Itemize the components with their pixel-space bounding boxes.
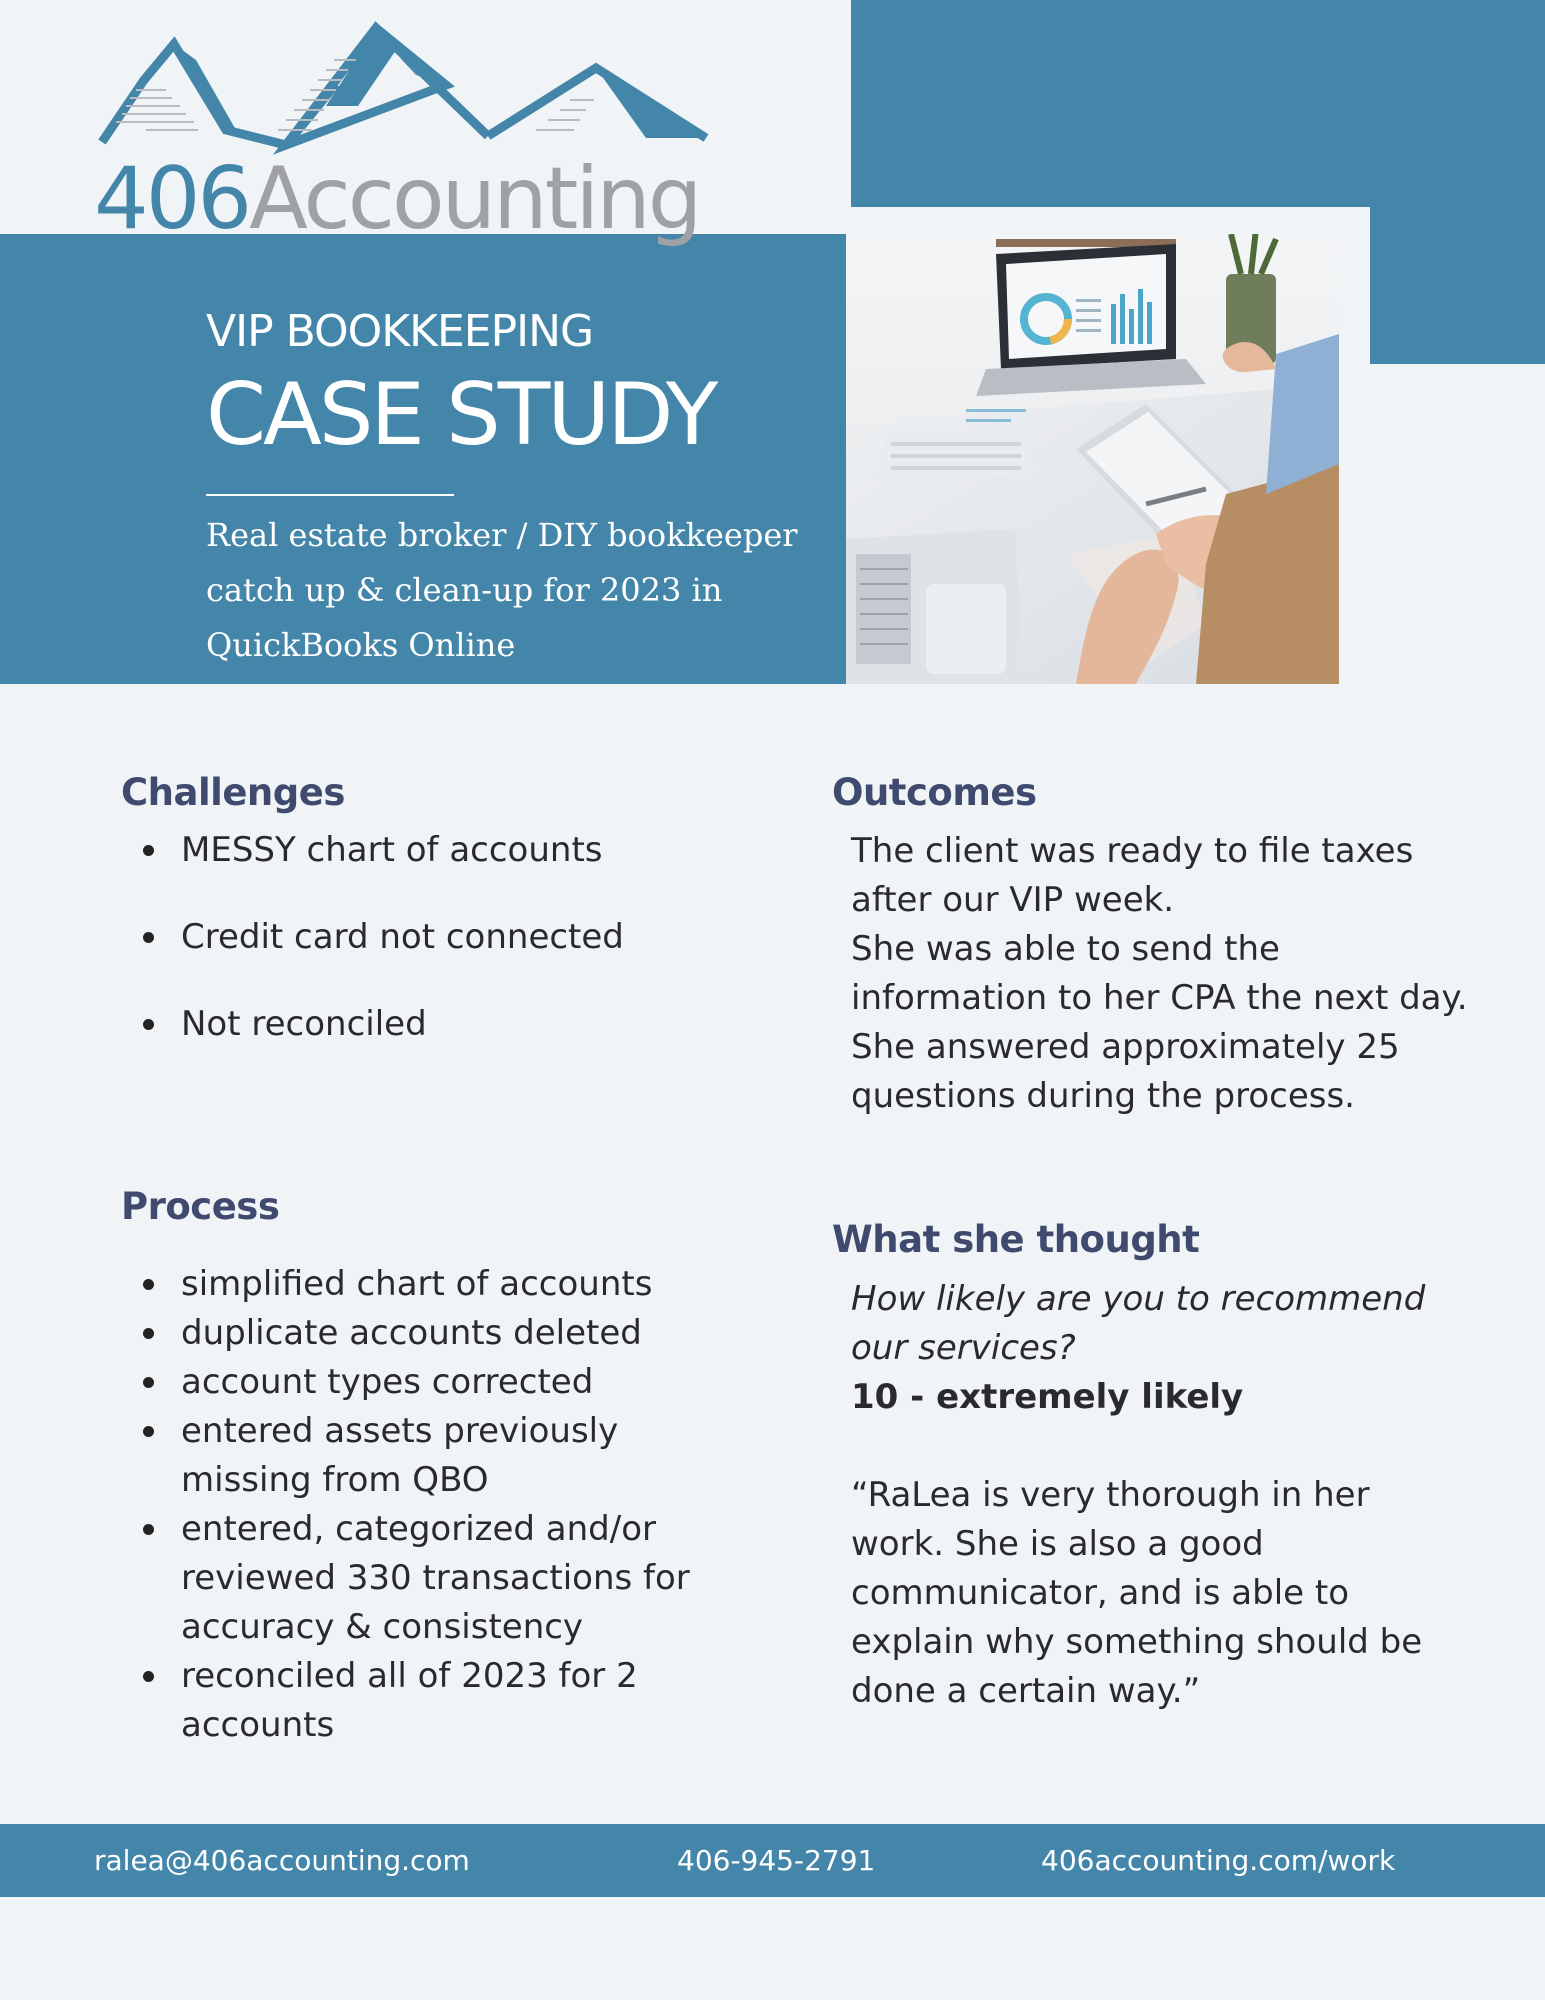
list-item: duplicate accounts deleted [121, 1309, 721, 1358]
list-item: entered assets previously missing from QBO [121, 1407, 721, 1505]
list-item: Credit card not connected [121, 913, 701, 962]
testimonial-heading: What she thought [832, 1218, 1200, 1261]
list-item: reconciled all of 2023 for 2 accounts [121, 1652, 721, 1750]
contact-footer [0, 1824, 1545, 1897]
challenges-heading: Challenges [121, 771, 345, 814]
testimonial-quote: “RaLea is very thorough in her work. She is also a good communicator, and is able to explain why something should be done a certain way.” [851, 1475, 1423, 1711]
title-divider [206, 494, 454, 496]
list-item: entered, categorized and/or reviewed 330 transactions for accuracy & consistency [121, 1505, 721, 1652]
footer-website-link[interactable]: 406accounting.com/work [1041, 1844, 1396, 1877]
outcome-line: The client was ready to file taxes after our VIP week. [851, 831, 1414, 920]
outcomes-heading: Outcomes [832, 771, 1037, 814]
hero-text [206, 306, 806, 673]
list-item: simplified chart of accounts [121, 1260, 721, 1309]
mountains-icon [86, 20, 746, 170]
process-heading: Process [121, 1185, 280, 1228]
page-title: CASE STUDY [206, 365, 716, 465]
footer-email-link[interactable]: ralea@406accounting.com [94, 1844, 470, 1877]
hero-subtitle: Real estate broker / DIY bookkeeper catch up & clean-up for 2023 in QuickBooks Online [206, 516, 798, 664]
corner-accent-block-lower [1370, 207, 1545, 364]
hero-kicker: VIP BOOKKEEPING [206, 306, 594, 357]
logo-number: 406 [94, 149, 250, 249]
survey-question: How likely are you to recommend our services? [851, 1279, 1426, 1368]
list-item: account types corrected [121, 1358, 721, 1407]
challenges-list [121, 826, 701, 1087]
logo-word: Accounting [249, 149, 700, 249]
process-list [121, 1260, 721, 1750]
outcomes-text [851, 827, 1471, 1121]
hero-photo [846, 234, 1339, 684]
survey-rating: 10 - extremely likely [851, 1377, 1244, 1417]
logo-wordmark [94, 149, 700, 249]
list-item: MESSY chart of accounts [121, 826, 701, 875]
corner-accent-block [851, 0, 1545, 207]
outcome-line: She was able to send the information to her CPA the next day. [851, 929, 1468, 1018]
list-item: Not reconciled [121, 1000, 701, 1049]
outcome-line: She answered approximately 25 questions during the process. [851, 1027, 1400, 1116]
company-logo [86, 20, 746, 250]
footer-phone-link[interactable]: 406-945-2791 [677, 1844, 876, 1877]
